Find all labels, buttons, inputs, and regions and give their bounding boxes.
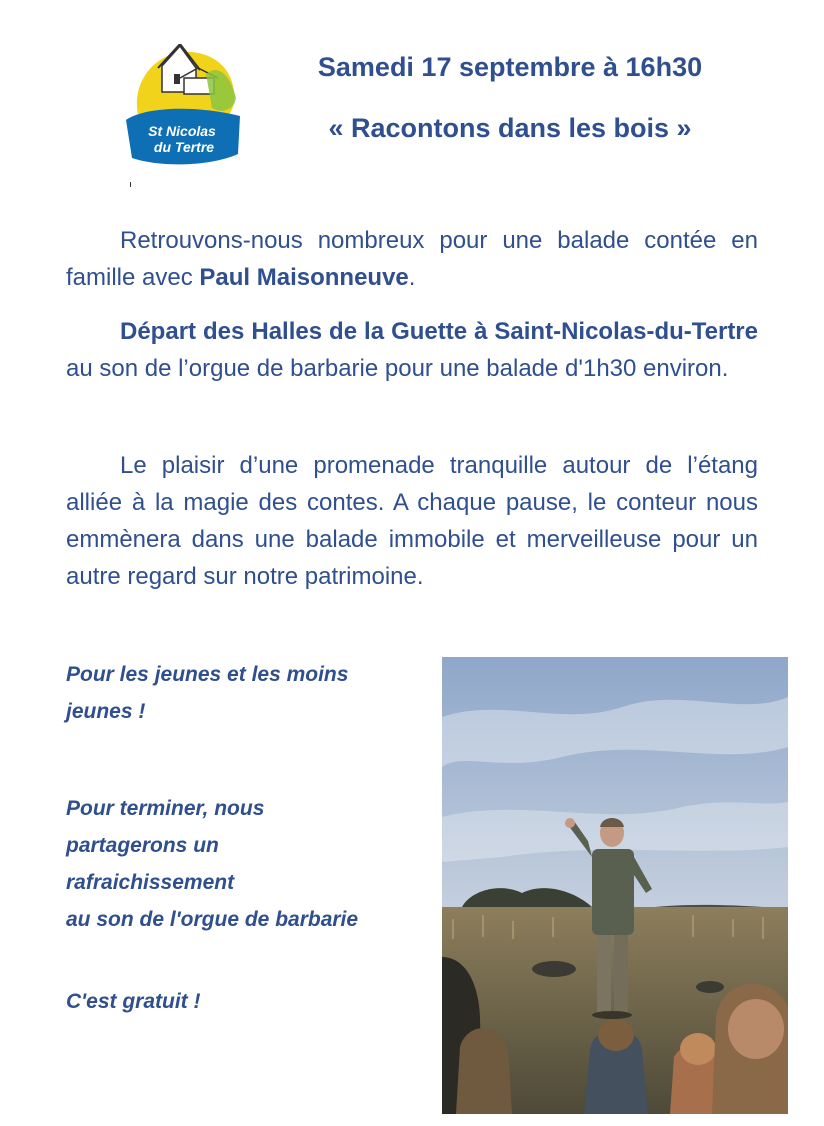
price-note (66, 983, 436, 1020)
description-text: Le plaisir d’une promenade tranquille autour de l’étang alliée à la magie des contes. A chaque pause, le conteur nous emmènera dans une balade immobile et merveilleuse pour un autre regard sur notre patrimoine. (66, 452, 758, 590)
price-line: C'est gratuit ! (66, 990, 201, 1013)
departure-place: Départ des Halles de la Guette à Saint-Nicolas-du-Tertre (120, 318, 758, 345)
storyteller-photo-icon (442, 657, 788, 1114)
logo (122, 44, 242, 168)
audience-line: jeunes ! (66, 700, 146, 723)
closing-line: rafraichissement (66, 871, 235, 894)
audience-line: Pour les jeunes et les moins (66, 663, 349, 686)
audience-note (66, 656, 436, 730)
logo-line-1: St Nicolas (148, 123, 216, 139)
departure-paragraph (66, 313, 758, 387)
departure-text: au son de l’orgue de barbarie pour une balade d'1h30 environ. (66, 355, 729, 382)
storyteller-photo (442, 657, 788, 1114)
event-date: Samedi 17 septembre à 16h30 (317, 52, 703, 82)
divider-mark (130, 182, 131, 187)
closing-line: partagerons un (66, 834, 219, 857)
event-title: « Racontons dans les bois » (328, 113, 692, 143)
intro-text: Retrouvons-nous nombreux pour une balade contée en famille avec (66, 227, 758, 291)
closing-line: au son de l'orgue de barbarie (66, 908, 359, 931)
intro-paragraph (66, 222, 758, 296)
intro-end: . (408, 264, 416, 291)
church-logo-icon (122, 44, 242, 168)
closing-note (66, 790, 436, 938)
storyteller-name: Paul Maisonneuve (199, 264, 409, 291)
logo-line-2: du Tertre (153, 139, 215, 155)
closing-line: Pour terminer, nous (66, 797, 265, 820)
description-paragraph (66, 447, 758, 595)
